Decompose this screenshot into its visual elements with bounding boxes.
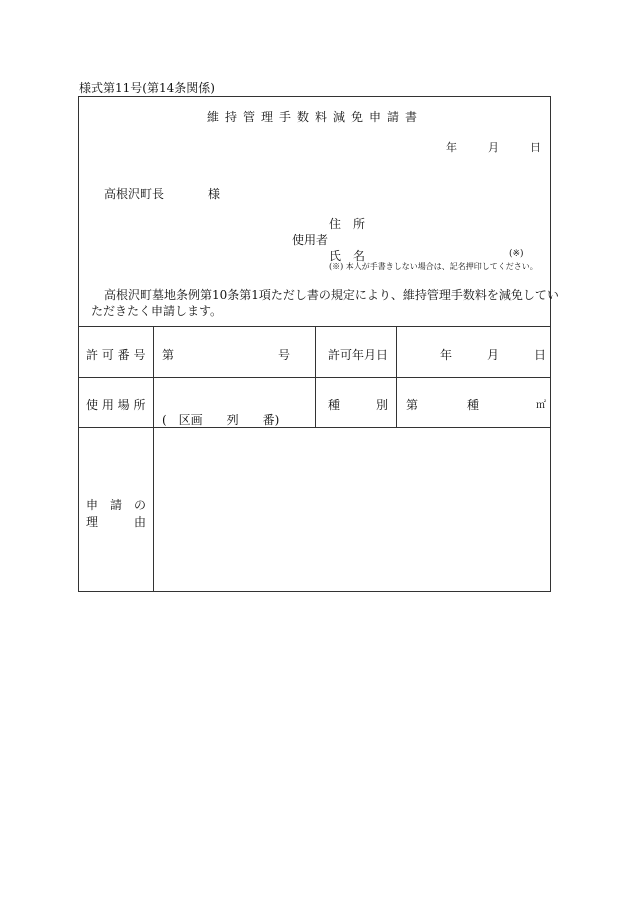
- date-month-label: 月: [488, 141, 499, 154]
- type-middle: 種: [467, 398, 480, 412]
- date-year-label: 年: [446, 141, 457, 154]
- name-label: 氏 名: [329, 249, 366, 263]
- permit-date-label: 許可年月日: [328, 348, 389, 362]
- permit-number-label: 許 可 番 号: [86, 348, 146, 362]
- form-number: 様式第11号(第14条関係): [79, 81, 215, 95]
- permit-date-month: 月: [487, 348, 500, 362]
- body-text-line2: ただきたく申請します。: [91, 304, 223, 318]
- table-column-divider: [315, 326, 316, 427]
- permit-number-prefix: 第: [162, 348, 175, 362]
- addressee: 高根沢町長: [104, 187, 165, 201]
- permit-date-day: 日: [534, 348, 547, 362]
- address-label: 住 所: [329, 217, 366, 231]
- form-title: 維持管理手数料減免申請書: [206, 110, 423, 124]
- signature-note: (※) 本人が手書きしない場合は、記名押印してください。: [329, 262, 538, 271]
- permit-number-suffix: 号: [278, 348, 291, 362]
- place-detail: ( 区画 列 番): [162, 413, 280, 427]
- application-date: [446, 139, 541, 155]
- permit-date-year: 年: [440, 348, 453, 362]
- seal-mark: (※): [509, 249, 524, 259]
- reason-label-line2: 理 由: [86, 515, 147, 529]
- place-label: 使 用 場 所: [86, 398, 146, 412]
- reason-label-line1: 申 請 の: [86, 498, 147, 512]
- table-column-divider: [396, 326, 397, 427]
- reason-input-area[interactable]: [154, 428, 550, 591]
- type-unit: ㎡: [536, 400, 546, 411]
- honorific: 様: [208, 187, 221, 201]
- user-label: 使用者: [292, 233, 329, 247]
- type-label: 種 別: [328, 398, 389, 412]
- type-prefix: 第: [406, 398, 419, 412]
- body-text-line1: 高根沢町墓地条例第10条第1項ただし書の規定により、維持管理手数料を減免してい: [104, 288, 559, 302]
- date-day-label: 日: [530, 141, 541, 154]
